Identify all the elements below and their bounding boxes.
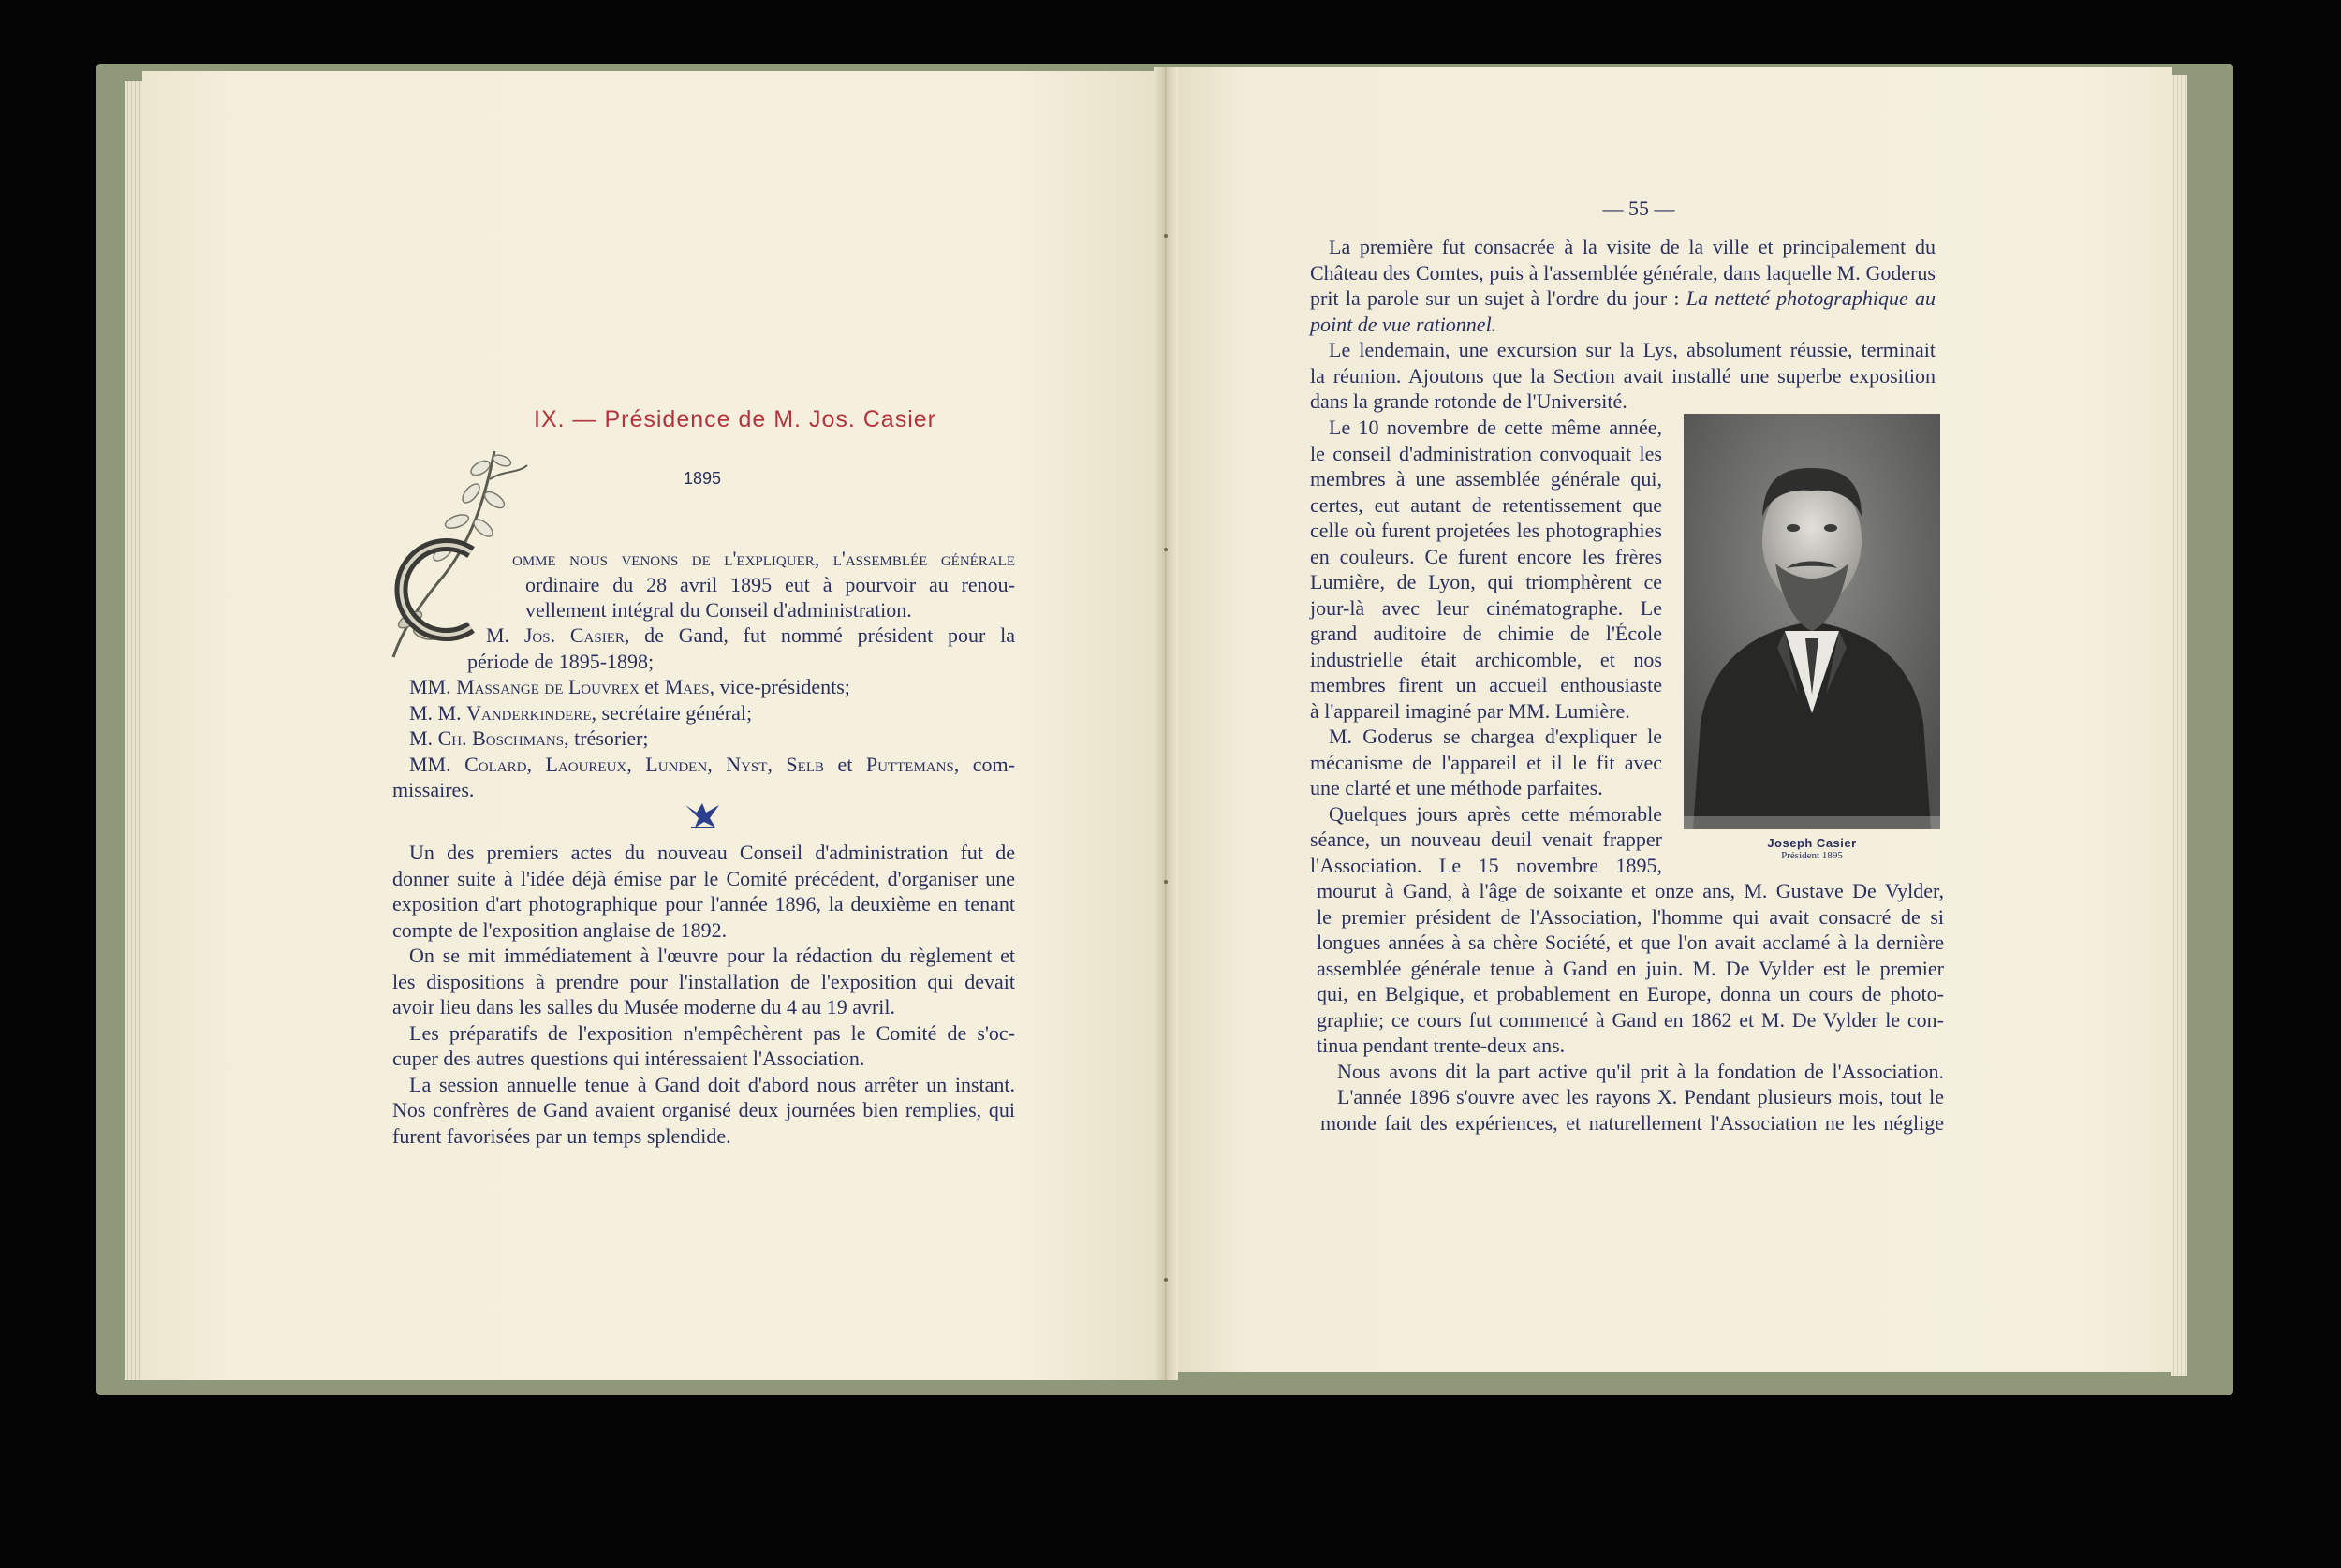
text-line — [1310, 544, 1662, 570]
text-line — [512, 597, 1015, 623]
person-name: Massange de Louvrex — [456, 675, 640, 698]
text-line — [1317, 1084, 1944, 1110]
portrait-photo — [1684, 414, 1940, 829]
person-name: Vanderkindere — [466, 700, 592, 725]
text-run: La première fut consacrée à la visite de la ville et principalement du — [1329, 235, 1936, 258]
person-name: Puttemans — [865, 752, 954, 776]
text-run: membres à une assemblée générale qui, — [1310, 467, 1662, 491]
text-line — [512, 546, 1015, 572]
text-run: Quelques jours après cette mémorable — [1329, 801, 1662, 826]
text-run: On se mit immédiatement à l'œuvre pour la rédaction du règlement et — [409, 944, 1015, 967]
text-line — [1310, 672, 1662, 698]
text-line — [512, 572, 1015, 598]
text-run: l'Association. Le 15 novembre 1895, — [1310, 853, 1662, 877]
text-run: M. M. — [409, 700, 467, 725]
text-line — [1310, 466, 1662, 492]
binding-stitch — [1164, 548, 1168, 551]
text-run: , vice-présidents; — [709, 675, 850, 698]
text-run: Nos confrères de Gand avaient organisé deux journées bien remplies, qui — [392, 1098, 1015, 1121]
page-edges-right — [2171, 75, 2187, 1376]
text-line — [1317, 1059, 1944, 1085]
text-run: missaires. — [392, 778, 475, 801]
text-run: mourut à Gand, à l'âge de soixante et onze ans, M. Gustave De Vylder, — [1317, 879, 1944, 902]
text-run: , — [526, 752, 546, 776]
person-name: Jos. Casier — [523, 623, 625, 647]
text-line — [1317, 1033, 1944, 1059]
text-run: Les préparatifs de l'exposition n'empêchèrent pas le Comité de s'oc- — [409, 1020, 1015, 1045]
paragraph-intro — [512, 546, 1015, 623]
officer-line — [392, 649, 1015, 675]
text-line — [392, 969, 1015, 995]
text-line — [1310, 698, 1662, 725]
text-run: ordinaire du 28 avril 1895 eut à pourvoir au renou- — [525, 572, 1015, 596]
text-run: donner suite à l'idée déjà émise par le Comité précédent, d'organiser une — [392, 866, 1015, 890]
text-run: M. Goderus se chargea d'expliquer le — [1329, 725, 1662, 748]
person-name: Colard — [464, 752, 527, 776]
person-name: Selb — [786, 752, 824, 776]
paragraph-lumiere — [1310, 415, 1662, 878]
binding-stitch — [1164, 880, 1168, 884]
text-line — [1310, 775, 1662, 801]
text-run: Le 10 novembre de cette même année, — [1329, 416, 1662, 439]
text-line — [392, 840, 1015, 866]
text-line — [392, 891, 1015, 917]
italic-text: La netteté photographique au — [1686, 286, 1936, 310]
text-run: et — [639, 675, 665, 698]
portrait-illustration — [1684, 414, 1940, 829]
text-line — [392, 1097, 1015, 1123]
text-run: MM. — [409, 752, 465, 776]
chapter-title: IX. — Présidence de M. Jos. Casier — [534, 406, 936, 432]
text-line — [1310, 801, 1662, 828]
person-name: Laoureux — [545, 752, 627, 776]
person-name: Lunden — [645, 752, 708, 776]
officer-line — [392, 674, 1015, 700]
text-run: M. — [486, 623, 524, 647]
text-line — [1317, 981, 1944, 1007]
text-line — [1310, 337, 1936, 363]
italic-text: point de vue rationnel. — [1310, 312, 1497, 336]
text-run: et — [824, 752, 866, 776]
text-run: Le lendemain, une excursion sur la Lys, absolument réussie, terminait — [1329, 338, 1936, 361]
text-line — [392, 866, 1015, 892]
paragraph-first-day — [1310, 234, 1936, 415]
text-run: longues années à sa chère Société, et que l'on avait acclamé à la dernière — [1317, 931, 1944, 954]
text-run: à l'appareil imaginé par MM. Lumière. — [1310, 698, 1630, 723]
binding-stitch — [1164, 234, 1168, 238]
text-run: Lumière, de Lyon, qui triomphèrent ce — [1310, 570, 1662, 593]
text-line — [1310, 827, 1662, 853]
text-line — [1310, 518, 1662, 544]
text-run: la réunion. Ajoutons que la Section avait installé une superbe exposition — [1310, 363, 1936, 388]
text-line — [392, 917, 1015, 944]
text-run: prit la parole sur un sujet à l'ordre du jour : — [1310, 286, 1686, 310]
text-line — [392, 1123, 1015, 1150]
text-run: assemblée générale tenue à Gand en juin. M. De Vylder est le premier — [1317, 956, 1944, 980]
text-run: tinua pendant trente-deux ans. — [1317, 1033, 1566, 1057]
officer-line — [392, 725, 1015, 752]
caption-role: Président 1895 — [1781, 850, 1843, 861]
text-line — [1317, 930, 1944, 956]
paragraph-exposition — [392, 840, 1015, 1149]
text-run: membres firent un accueil enthousiaste — [1310, 673, 1662, 696]
text-line — [1310, 234, 1936, 260]
bird-vignette-icon — [682, 799, 723, 831]
text-run: Château des Comtes, puis à l'assemblée générale, dans laquelle M. Goderus — [1310, 260, 1936, 285]
book-gutter — [1154, 67, 1178, 1380]
text-run: le premier président de l'Association, l'homme qui avait consacré de si — [1317, 904, 1944, 929]
text-run: MM. — [409, 675, 457, 698]
text-run: en couleurs. Ce furent encore les frères — [1310, 544, 1662, 568]
text-line — [392, 994, 1015, 1020]
text-run: mécanisme de l'appareil et il le fit avec — [1310, 750, 1662, 774]
text-run: , — [626, 752, 646, 776]
officers-list — [392, 623, 1015, 803]
text-run: jour-là avec leur cinématographe. Le — [1310, 595, 1662, 620]
text-run: graphie; ce cours fut commencé à Gand en 1862 et M. De Vylder le con- — [1317, 1007, 1944, 1032]
text-line — [1310, 595, 1662, 622]
text-run: une clarté et une méthode parfaites. — [1310, 776, 1603, 799]
text-line — [1310, 853, 1662, 879]
paragraph-de-vylder — [1317, 878, 1944, 1136]
text-line — [1317, 904, 1944, 931]
text-run: Un des premiers actes du nouveau Conseil d'administration fut de — [409, 841, 1015, 864]
text-line — [1310, 724, 1662, 750]
text-line — [1310, 286, 1936, 312]
text-run: , — [767, 752, 787, 776]
text-run: , secrétaire général; — [591, 700, 753, 725]
text-line — [1310, 569, 1662, 595]
text-line — [392, 943, 1015, 969]
text-run: M. — [409, 726, 438, 750]
text-line — [1317, 1007, 1944, 1033]
text-line — [1310, 647, 1662, 673]
text-run: , de Gand, fut nommé président pour la — [624, 623, 1015, 647]
text-run: celle où furent projetées les photographies — [1310, 519, 1662, 542]
text-run: furent favorisées par un temps splendide. — [392, 1123, 731, 1148]
text-run: , com- — [953, 752, 1015, 776]
text-line — [1310, 388, 1936, 415]
text-line — [1310, 750, 1662, 776]
text-run: , trésorier; — [564, 726, 649, 750]
text-line — [1310, 415, 1662, 441]
binding-stitch — [1164, 1278, 1168, 1282]
text-line — [1310, 312, 1936, 338]
text-run: monde fait des expériences, et naturellement l'Association ne les néglige — [1320, 1110, 1944, 1135]
text-line — [1310, 441, 1662, 467]
text-run: dans la grande rotonde de l'Université. — [1310, 389, 1627, 413]
text-line — [1310, 260, 1936, 286]
text-run: L'année 1896 s'ouvre avec les rayons X. Pendant plusieurs mois, tout le — [1337, 1085, 1944, 1108]
text-run: le conseil d'administration convoquait les — [1310, 441, 1662, 465]
portrait-caption — [1684, 836, 1940, 861]
caption-name: Joseph Casier — [1767, 836, 1857, 850]
text-line — [1317, 1110, 1944, 1136]
text-line — [1317, 878, 1944, 904]
page-number: — 55 — — [1602, 197, 1675, 220]
text-run: , — [707, 752, 727, 776]
text-line — [392, 1046, 1015, 1072]
text-run: industrielle était archicomble, et nos — [1310, 647, 1662, 671]
person-name: Nyst — [726, 752, 768, 776]
text-run: La session annuelle tenue à Gand doit d'abord nous arrêter un instant. — [409, 1072, 1015, 1096]
text-run: les dispositions à prendre pour l'installation de l'exposition qui devait — [392, 969, 1015, 993]
text-line — [392, 1072, 1015, 1098]
text-line — [1310, 363, 1936, 389]
text-run: exposition d'art photographique pour l'année 1896, la deuxième en tenant — [392, 892, 1015, 916]
text-line — [392, 1020, 1015, 1047]
chapter-year: 1895 — [683, 469, 722, 488]
person-name: Maes — [664, 675, 710, 698]
text-run: Nous avons dit la part active qu'il prit à la fondation de l'Association. — [1337, 1059, 1944, 1083]
officer-line — [392, 623, 1015, 649]
text-line — [1317, 956, 1944, 982]
text-line — [1310, 621, 1662, 647]
text-run: avoir lieu dans les salles du Musée moderne du 4 au 19 avril. — [392, 995, 896, 1018]
text-run: séance, un nouveau deuil venait frapper — [1310, 828, 1662, 851]
text-run: cuper des autres questions qui intéressaient l'Association. — [392, 1047, 865, 1070]
text-line — [1310, 492, 1662, 519]
person-name: Ch. Boschmans — [437, 726, 565, 750]
text-run: certes, eut autant de retentissement que — [1310, 492, 1662, 517]
officer-line — [392, 752, 1015, 778]
officer-line — [392, 700, 1015, 726]
text-run: grand auditoire de chimie de l'École — [1310, 622, 1662, 645]
text-run: omme nous venons de l'expliquer, l'assemblée générale — [512, 547, 1015, 570]
text-run: qui, en Belgique, et probablement en Europe, donna un cours de photo- — [1317, 982, 1944, 1005]
text-run: compte de l'exposition anglaise de 1892. — [392, 917, 728, 942]
text-run: vellement intégral du Conseil d'administration. — [525, 598, 912, 622]
text-run: période de 1895-1898; — [467, 649, 655, 673]
